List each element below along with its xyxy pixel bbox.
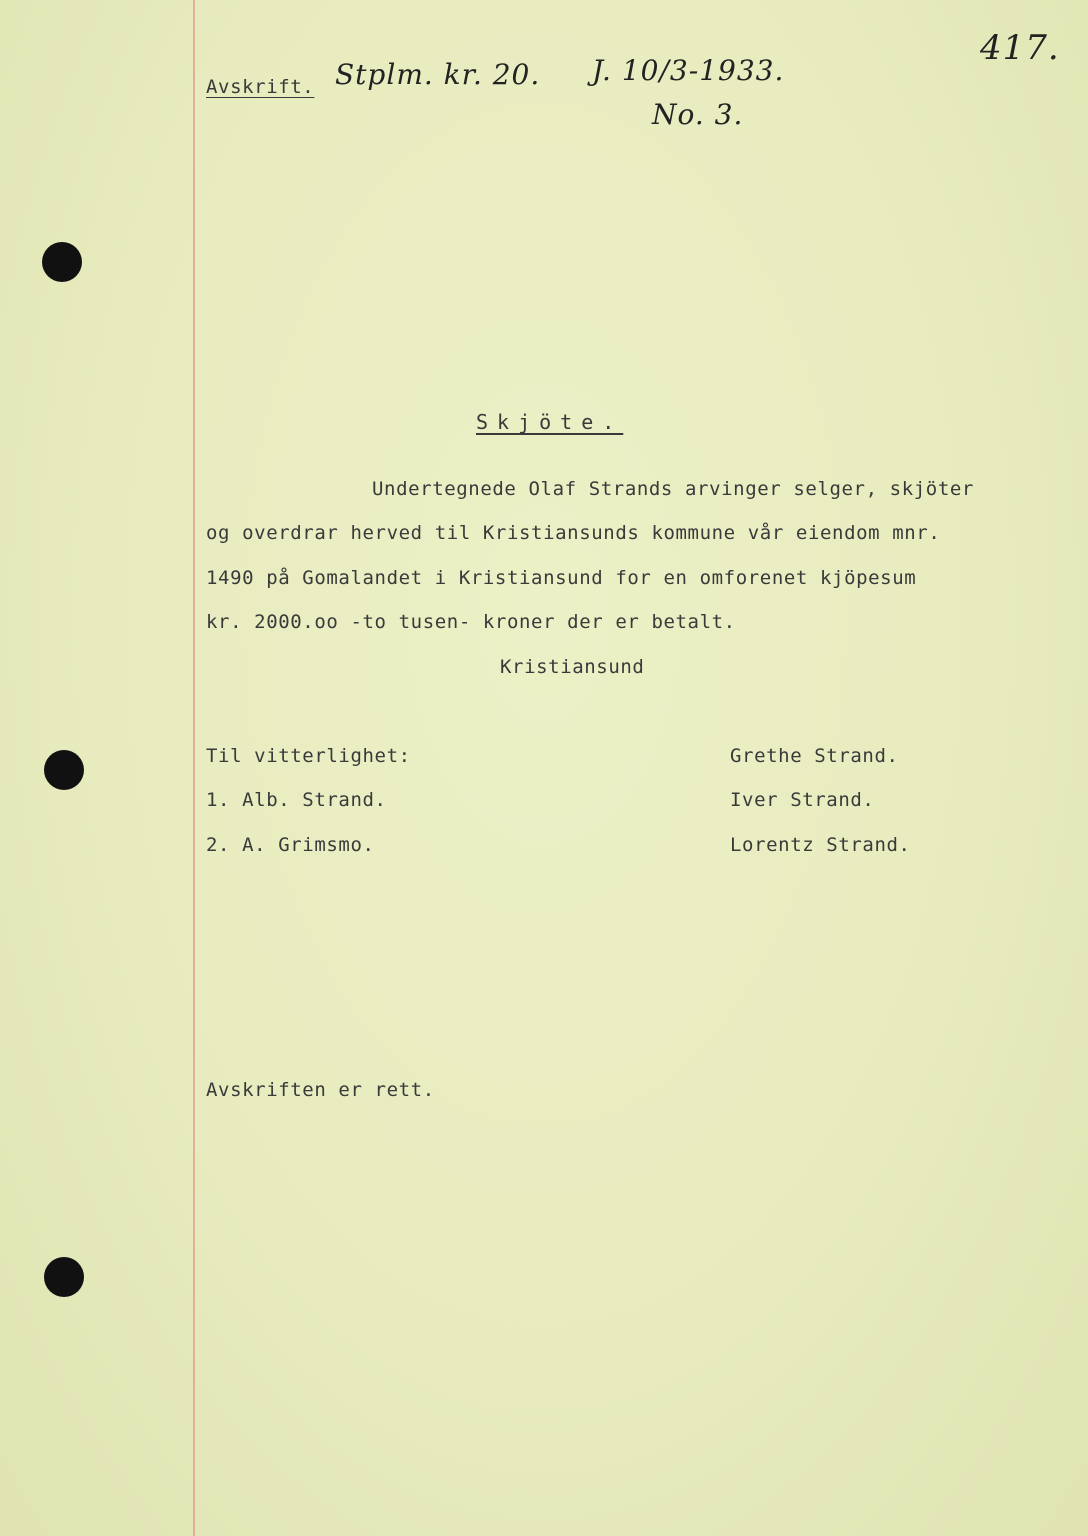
punch-hole-bottom [44,1257,84,1297]
body-line-2: og overdrar herved til Kristiansunds kommune vår eiendom mnr. [206,522,941,544]
margin-line [193,0,195,1536]
signatory-1: Grethe Strand. [730,745,899,767]
certification-line: Avskriften er rett. [206,1079,435,1101]
place-line: Kristiansund [500,656,645,678]
body-line-4: kr. 2000.oo -to tusen- kroner der er betalt. [206,611,736,633]
header-date: J. 10/3-1933. [592,54,785,87]
page-number: 417. [980,28,1060,68]
punch-hole-top [42,242,82,282]
witness-1: 1. Alb. Strand. [206,789,387,811]
body-line-3: 1490 på Gomalandet i Kristiansund for en omforenet kjöpesum [206,567,917,589]
punch-hole-middle [44,750,84,790]
witness-heading: Til vitterlighet: [206,745,411,767]
body-line-1: Undertegnede Olaf Strands arvinger selger, skjöter [372,478,974,500]
witness-2: 2. A. Grimsmo. [206,834,375,856]
document-title: Skjöte. [476,410,624,434]
header-label: Avskrift. [206,76,315,98]
stamp-text: Stplm. kr. 20. [335,58,541,91]
signatory-3: Lorentz Strand. [730,834,911,856]
header-number: No. 3. [652,98,744,131]
signatory-2: Iver Strand. [730,789,875,811]
